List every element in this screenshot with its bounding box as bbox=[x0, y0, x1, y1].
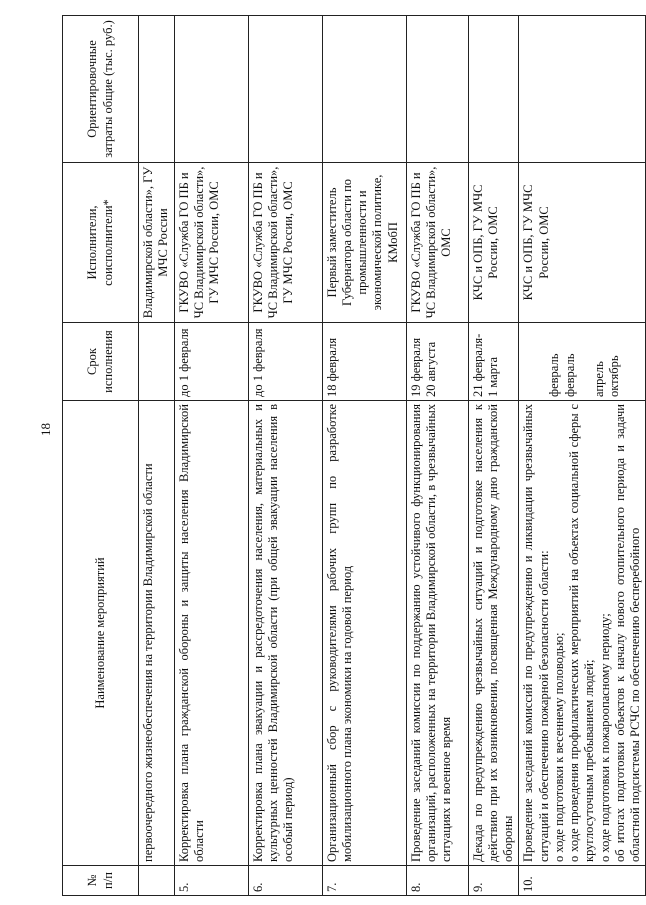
row-term bbox=[139, 323, 175, 401]
row-term: 18 февраля bbox=[322, 323, 406, 401]
row-num: 8. bbox=[406, 866, 468, 896]
row-cost bbox=[468, 16, 519, 163]
table-header-row bbox=[63, 16, 139, 896]
table-row bbox=[468, 16, 519, 896]
row-num: 7. bbox=[322, 866, 406, 896]
page-number: 18 bbox=[38, 423, 53, 436]
row-term: 21 февраля- 1 марта bbox=[468, 323, 519, 401]
row-term: до 1 февраля bbox=[174, 323, 248, 401]
row-exec: ГКУВО «Служба ГО ПБ и ЧС Владимирской области», ОМС bbox=[406, 163, 468, 323]
row-cost bbox=[174, 16, 248, 163]
row-name: Корректировка плана гражданской обороны и защиты населения Владимирской области bbox=[174, 401, 248, 866]
row-name-item: о ходе подготовки к весеннему половодью; bbox=[551, 632, 566, 862]
row-name bbox=[519, 401, 646, 866]
row-term: до 1 февраля bbox=[248, 323, 322, 401]
table-row bbox=[322, 16, 406, 896]
row-num: 6. bbox=[248, 866, 322, 896]
table-row bbox=[174, 16, 248, 896]
header-num: № п/п bbox=[63, 866, 139, 896]
row-num: 5. bbox=[174, 866, 248, 896]
row-exec: Владимирской области», ГУ МЧС России bbox=[139, 163, 175, 323]
row-exec: КЧС и ОПБ, ГУ МЧС России, ОМС bbox=[519, 163, 646, 323]
header-name: Наименование мероприятий bbox=[63, 401, 139, 866]
row-cost bbox=[519, 16, 646, 163]
row-exec: КЧС и ОПБ, ГУ МЧС России, ОМС bbox=[468, 163, 519, 323]
table-row bbox=[519, 16, 646, 896]
row-exec: ГКУВО «Служба ГО ПБ и ЧС Владимирской области», ГУ МЧС России, ОМС bbox=[248, 163, 322, 323]
row-term-item: февраль bbox=[547, 353, 562, 397]
row-term-item: февраль bbox=[562, 353, 577, 397]
row-name-intro: Проведение заседаний комиссий по предупреждению и ликвидации чрезвычайных ситуаций и обеспечению пожарной безопасности области: bbox=[521, 404, 551, 862]
row-exec: ГКУВО «Служба ГО ПБ и ЧС Владимирской области», ГУ МЧС России, ОМС bbox=[174, 163, 248, 323]
row-cost bbox=[406, 16, 468, 163]
row-name-item: о ходе подготовки к пожароопасному периоду; bbox=[597, 613, 612, 862]
header-term: Срок исполнения bbox=[63, 323, 139, 401]
row-term: 19 февраля 20 августа bbox=[406, 323, 468, 401]
row-name-item: о ходе проведения профилактических мероприятий на объектах социальной сферы с круглосуточным пребыванием людей; bbox=[567, 404, 597, 862]
row-exec: Первый заместитель Губернатора области по промышленности и экономической политике, КМобП bbox=[322, 163, 406, 323]
header-cost: Ориентировочные затраты общие (тыс. руб.) bbox=[63, 16, 139, 163]
row-num: 10. bbox=[519, 866, 646, 896]
rotated-page bbox=[62, 16, 642, 896]
row-cost bbox=[248, 16, 322, 163]
row-cost bbox=[322, 16, 406, 163]
header-exec: Исполнители, соисполнители* bbox=[63, 163, 139, 323]
row-num: 9. bbox=[468, 866, 519, 896]
row-term-item: октябрь bbox=[607, 355, 621, 397]
row-term-item: апрель bbox=[591, 361, 606, 397]
row-num bbox=[139, 866, 175, 896]
row-cost bbox=[139, 16, 175, 163]
table-row bbox=[139, 16, 175, 896]
table-row bbox=[406, 16, 468, 896]
row-name: Декада по предупреждению чрезвычайных ситуаций и подготовке населения к действию при их возникновении, посвященная Международному дню гражданской обороны bbox=[468, 401, 519, 866]
table-row bbox=[248, 16, 322, 896]
row-term bbox=[519, 323, 646, 401]
row-name: Проведение заседаний комиссии по поддержанию устойчивого функционирования организаций, расположенных на территории Владимирской области, в чрезвычайных ситуациях и военное время bbox=[406, 401, 468, 866]
row-name: Организационный сбор с руководителями рабочих групп по разработке мобилизационного плана экономики на годовой период bbox=[322, 401, 406, 866]
events-table bbox=[62, 15, 646, 896]
row-name: первоочередного жизнеобеспечения на территории Владимирской области bbox=[139, 401, 175, 866]
row-name: Корректировка плана эвакуации и рассредоточения населения, материальных и культурных ценностей Владимирской области (при общей эвакуации населения в особый период) bbox=[248, 401, 322, 866]
row-name-item: об итогах подготовки объектов к началу нового отопительного периода и задачи областной подсистемы РСЧС по обеспечению бесперебойного bbox=[612, 404, 642, 862]
term-spacer bbox=[521, 326, 547, 397]
